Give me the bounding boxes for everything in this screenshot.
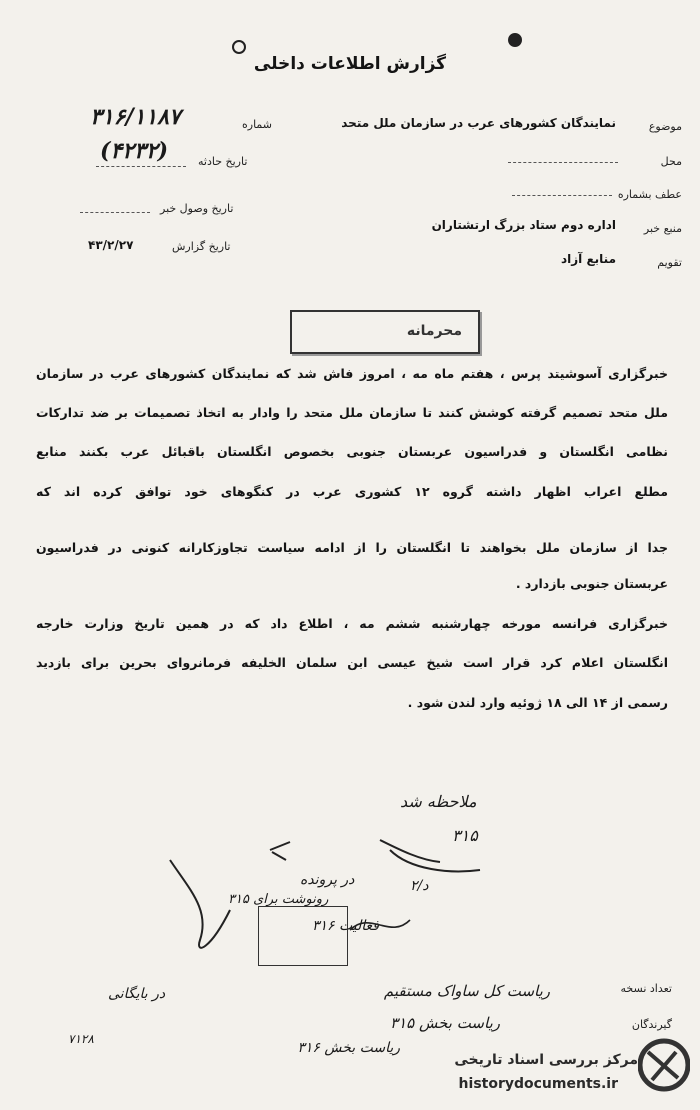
archive-logo-icon: [638, 1030, 690, 1100]
body-line: مطلع اعراب اظهار داشته گروه ۱۲ کشوری عرب در کنگوهای خود توافق کرده اند که: [36, 484, 668, 499]
reference-label: عطف بشماره: [617, 188, 682, 201]
body-line: خبرگزاری فرانسه مورخه چهارشنبه ششم مه ، اطلاع داد که در همین تاریخ وزارت خارجه: [36, 616, 668, 631]
punch-hole-right-icon: [508, 33, 522, 47]
subject-value: نمایندگان کشورهای عرب در سازمان ملل متحد: [341, 116, 616, 130]
handwritten-note-file: در پرونده: [300, 872, 355, 888]
archive-stamp-box: [258, 906, 348, 966]
evaluation-label: تقویم: [657, 256, 682, 269]
event-date-label: تاریخ حادثه: [198, 155, 248, 168]
report-date-value: ۴۳/۲/۲۷: [88, 238, 134, 252]
body-line: انگلستان اعلام کرد قرار است شیخ عیسی ابن سلمان الخلیفه فرمانروای بحرین برای بازدید: [36, 655, 668, 670]
watermark-title: مرکز بررسی اسناد تاریخی: [454, 1052, 638, 1068]
recipient-2: ریاست بخش ۳۱۵: [390, 1014, 500, 1032]
stamp-text: محرمانه: [406, 323, 462, 339]
reference-line: [512, 195, 612, 196]
body-line: نظامی انگلستان و فدراسیون عربستان جنوبی بخصوص انگلستان باقبائل عرب بکنند منابع: [36, 444, 668, 459]
report-date-label: تاریخ گزارش: [172, 240, 231, 253]
confidential-stamp: [290, 310, 480, 354]
receipt-date-line: [80, 212, 150, 213]
archive-note: در بایگانی: [108, 986, 166, 1002]
watermark-url[interactable]: historydocuments.ir: [458, 1076, 618, 1092]
punch-hole-left-icon: [232, 40, 246, 54]
recipient-1: ریاست کل ساواک مستقیم: [383, 982, 550, 1000]
evaluation-value: منابع آزاد: [560, 252, 616, 266]
archive-code: ۷۱۲۸: [68, 1032, 94, 1046]
event-date-line: [96, 166, 186, 167]
body-line: عربستان جنوبی بازدارد .: [515, 576, 668, 591]
body-line: ملل متحد تصمیم گرفته کوشش کنند تا سازمان ملل متحد را وادار به اتخاذ تصمیمات بر ضد تدارکات: [36, 405, 668, 420]
number-label: شماره: [242, 118, 273, 131]
handwritten-note-seen: ملاحظه شد: [400, 792, 477, 811]
subject-label: موضوع: [648, 120, 682, 133]
recipients-label: گیرندگان: [631, 1018, 672, 1031]
handwritten-note-activity: فعالیت ۳۱۶: [312, 918, 379, 934]
place-label: محل: [660, 155, 682, 168]
copies-label: تعداد نسخه: [620, 982, 672, 995]
handwritten-note-copy: رونوشت برای ۳۱۵: [228, 892, 329, 907]
body-line: جدا از سازمان ملل بخواهند تا انگلستان را از ادامه سیاست تجاوزکارانه کنونی در فدراسیون: [36, 540, 668, 555]
receipt-date-label: تاریخ وصول خبر: [160, 202, 234, 215]
handwritten-note-number: ۳۱۵: [452, 826, 478, 845]
recipient-3: ریاست بخش ۳۱۶: [297, 1040, 400, 1056]
body-line: رسمی از ۱۴ الی ۱۸ ژوئیه وارد لندن شود .: [407, 695, 668, 710]
place-line: [508, 162, 618, 163]
number-value-secondary: (۴۲۳۲): [100, 138, 169, 164]
number-value: ۳۱۶/۱۱۸۷: [90, 104, 181, 130]
handwritten-note-code: د/۲: [410, 878, 429, 894]
body-line: خبرگزاری آسوشیتد پرس ، هفتم ماه مه ، امروز فاش شد که نمایندگان کشورهای عرب در سازمان: [36, 366, 668, 381]
document-title: گزارش اطلاعات داخلی: [253, 54, 447, 74]
source-value: اداره دوم ستاد بزرگ ارتشتاران: [431, 218, 616, 232]
source-label: منبع خبر: [643, 222, 682, 235]
